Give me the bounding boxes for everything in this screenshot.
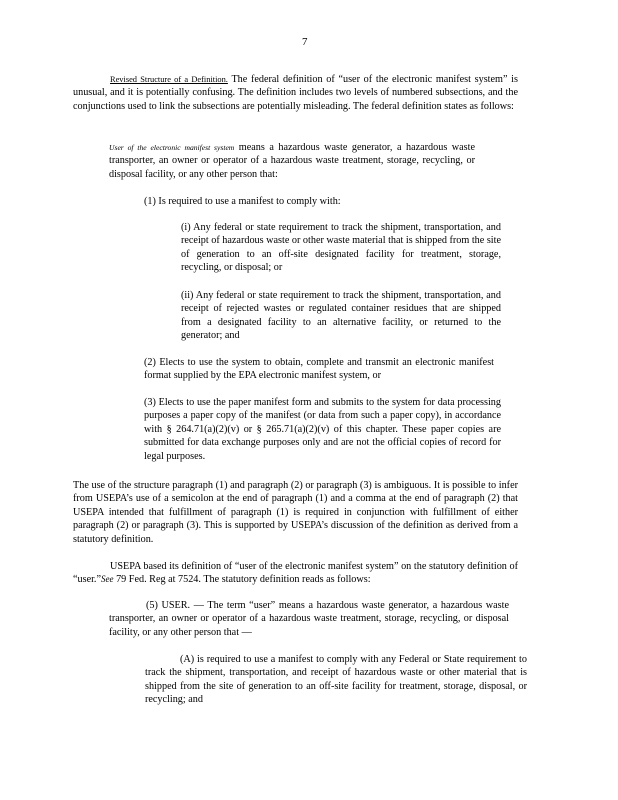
statute-A-text: (A) is required to use a manifest to comply with any Federal or State requirement to track the shipment, transportation, and receipt of hazardous waste or other material that is shipped from the site of generation to an off-site facility for treatment, storage, disposal, or recycling; and (145, 654, 527, 706)
statute-5-text: (5) USER. — The term “user” means a hazardous waste generator, a hazardous waste transporter, an owner or operator of a hazardous waste treatment, storage, recycling, or disposal facility, or any other person that — (109, 600, 509, 638)
section-heading: Revised Structure of a Definition. (110, 75, 228, 84)
statutory-paragraph (73, 560, 518, 587)
statute-A (145, 653, 527, 707)
item-1-ii: (ii) Any federal or state requirement to track the shipment, transportation, and receipt of rejected wastes or regulated container residues that are shipped from a designated facility to an alternative facility, or returned to the generator; and (181, 290, 501, 342)
definition-paragraph (109, 141, 475, 181)
defined-term: User of the electronic manifest system (109, 143, 235, 152)
page-number: 7 (302, 36, 308, 48)
intro-text: The federal definition of “user of the electronic manifest system” is unusual, and it is potentially confusing. The definition includes two levels of numbered subsections, and the conjunctions used to link the subsections are potentially misleading. The federal definition states as follows: (73, 74, 518, 112)
see-signal: See (101, 574, 114, 585)
item-3: (3) Elects to use the paper manifest form and submits to the system for data processing purposes a paper copy of the manifest (or data from such a paper copy), in accordance with § 264.71(a)(2)(v) or § 265.71(a)(2)(v) of this chapter. These paper copies are submitted for data exchange purposes only and are not the official copies of record for legal purposes. (144, 397, 501, 462)
ambiguity-paragraph: The use of the structure paragraph (1) and paragraph (2) or paragraph (3) is ambiguous. It is possible to infer from USEPA’s use of a semicolon at the end of paragraph (1) and a comma at the end of paragraph (2) that USEPA intended that fulfillment of paragraph (1) is required in conjunction with fulfillment of either paragraph (2) or paragraph (3). This is supported by USEPA’s discussion of the definition as derived from a statutory definition. (73, 480, 518, 545)
definition-text: means a hazardous waste generator, a hazardous waste transporter, an owner or operator of a hazardous waste treatment, storage, recycling, or disposal facility, or any other person that: (109, 142, 475, 180)
item-1: (1) Is required to use a manifest to comply with: (144, 196, 341, 207)
item-2: (2) Elects to use the system to obtain, complete and transmit an electronic manifest format supplied by the EPA electronic manifest system, or (144, 357, 494, 382)
statutory-after: 79 Fed. Reg at 7524. The statutory definition reads as follows: (113, 574, 371, 586)
statute-5 (109, 599, 509, 639)
statutory-before: USEPA based its definition of “user of the electronic manifest system” on the statutory definition of “user.” (73, 561, 518, 586)
item-1-i: (i) Any federal or state requirement to track the shipment, transportation, and receipt of hazardous waste or other waste material that is shipped from the site of generation to an off-site designated facility for treatment, storage, recycling, or disposal; or (181, 222, 501, 274)
intro-paragraph (73, 73, 518, 113)
